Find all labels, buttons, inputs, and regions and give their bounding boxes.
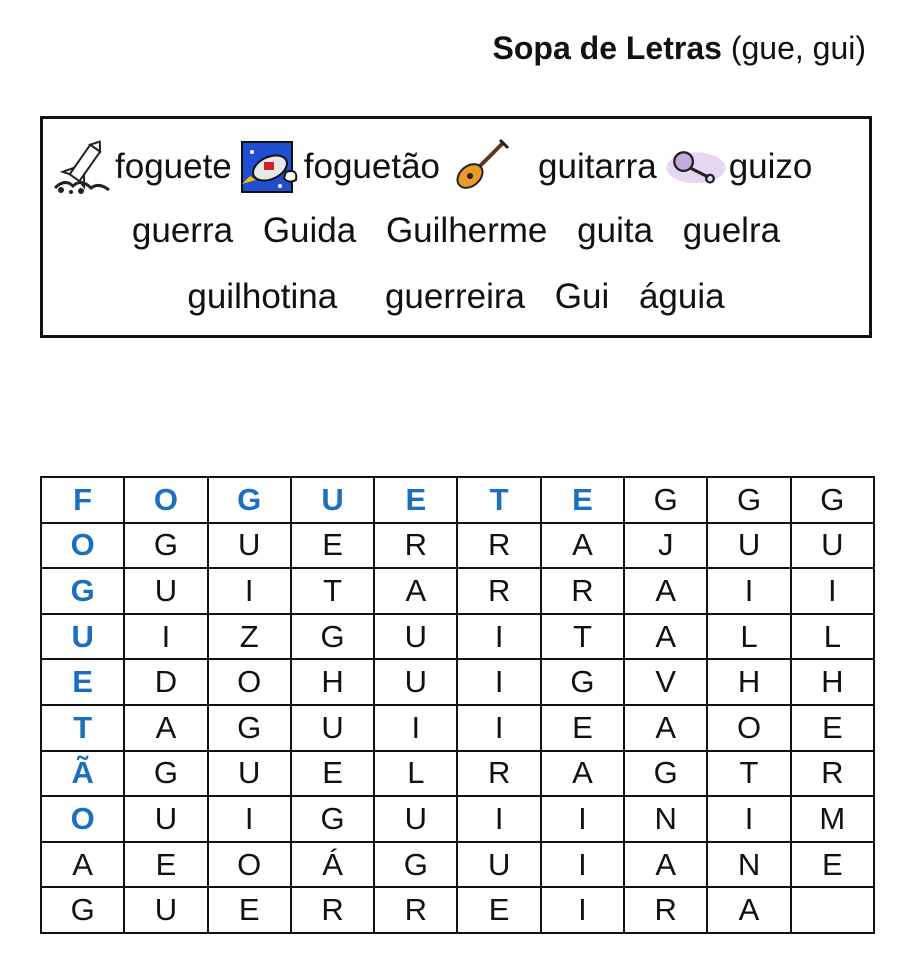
grid-cell[interactable]: D bbox=[124, 659, 207, 705]
grid-cell[interactable]: I bbox=[374, 705, 457, 751]
word-item: guelra bbox=[682, 211, 781, 250]
grid-cell[interactable]: I bbox=[124, 614, 207, 660]
guitar-icon bbox=[448, 138, 510, 196]
grid-cell[interactable]: R bbox=[291, 887, 374, 933]
grid-cell[interactable]: O bbox=[707, 705, 790, 751]
grid-cell[interactable]: E bbox=[291, 751, 374, 797]
grid-cell[interactable]: U bbox=[208, 751, 291, 797]
grid-cell[interactable]: E bbox=[541, 705, 624, 751]
grid-cell[interactable]: E bbox=[791, 705, 874, 751]
grid-cell[interactable]: A bbox=[124, 705, 207, 751]
grid-cell[interactable]: I bbox=[208, 796, 291, 842]
grid-cell[interactable]: T bbox=[707, 751, 790, 797]
grid-cell[interactable]: A bbox=[374, 568, 457, 614]
grid-row bbox=[41, 842, 874, 888]
grid-cell[interactable]: U bbox=[124, 796, 207, 842]
grid-cell[interactable]: U bbox=[374, 659, 457, 705]
title-suffix: (gue, gui) bbox=[730, 30, 866, 66]
grid-cell[interactable]: G bbox=[41, 887, 124, 933]
grid-cell[interactable]: I bbox=[541, 887, 624, 933]
grid-cell[interactable]: M bbox=[791, 796, 874, 842]
grid-cell[interactable]: U bbox=[124, 887, 207, 933]
grid-cell[interactable]: I bbox=[457, 614, 540, 660]
grid-cell[interactable]: A bbox=[624, 842, 707, 888]
grid-cell[interactable]: E bbox=[374, 477, 457, 523]
grid-cell[interactable]: E bbox=[457, 887, 540, 933]
word-foguetao: foguetão bbox=[303, 147, 441, 186]
grid-cell[interactable]: I bbox=[457, 659, 540, 705]
word-item: guerreira bbox=[384, 277, 526, 316]
grid-cell[interactable]: G bbox=[374, 842, 457, 888]
grid-cell[interactable]: A bbox=[624, 705, 707, 751]
grid-cell[interactable]: L bbox=[707, 614, 790, 660]
grid-row bbox=[41, 477, 874, 523]
grid-cell[interactable]: R bbox=[374, 523, 457, 569]
grid-cell[interactable]: L bbox=[374, 751, 457, 797]
grid-cell[interactable]: Á bbox=[291, 842, 374, 888]
grid-cell[interactable]: Ã bbox=[41, 751, 124, 797]
grid-cell[interactable]: O bbox=[124, 477, 207, 523]
grid-cell[interactable]: A bbox=[41, 842, 124, 888]
word-list-box bbox=[40, 116, 872, 338]
grid-cell[interactable]: F bbox=[41, 477, 124, 523]
grid-cell[interactable]: G bbox=[291, 614, 374, 660]
grid-cell[interactable]: R bbox=[541, 568, 624, 614]
page-title bbox=[493, 30, 866, 67]
grid-cell[interactable]: I bbox=[791, 568, 874, 614]
grid-cell[interactable]: H bbox=[291, 659, 374, 705]
grid-cell[interactable]: O bbox=[208, 659, 291, 705]
grid-cell[interactable]: I bbox=[541, 796, 624, 842]
word-item: guerra bbox=[131, 211, 234, 250]
grid-cell[interactable]: U bbox=[124, 568, 207, 614]
grid-cell[interactable]: I bbox=[208, 568, 291, 614]
grid-cell[interactable]: G bbox=[41, 568, 124, 614]
grid-cell[interactable]: R bbox=[457, 523, 540, 569]
grid-cell[interactable]: I bbox=[457, 705, 540, 751]
title-main: Sopa de Letras bbox=[492, 30, 722, 66]
word-item: guita bbox=[577, 211, 654, 250]
grid-cell[interactable]: H bbox=[791, 659, 874, 705]
grid-row bbox=[41, 568, 874, 614]
word-item: Guida bbox=[262, 211, 357, 250]
grid-cell[interactable]: U bbox=[374, 796, 457, 842]
grid-row bbox=[41, 659, 874, 705]
grid-cell[interactable]: G bbox=[707, 477, 790, 523]
grid-cell[interactable]: E bbox=[124, 842, 207, 888]
grid-cell[interactable]: U bbox=[374, 614, 457, 660]
grid-cell[interactable]: T bbox=[41, 705, 124, 751]
word-item: Gui bbox=[554, 277, 610, 316]
grid-cell[interactable]: U bbox=[791, 523, 874, 569]
grid-cell[interactable] bbox=[791, 887, 874, 933]
rocket-icon bbox=[51, 138, 113, 196]
grid-cell[interactable]: R bbox=[624, 887, 707, 933]
grid-cell[interactable]: E bbox=[291, 523, 374, 569]
word-row-1 bbox=[51, 137, 820, 197]
grid-cell[interactable]: G bbox=[208, 477, 291, 523]
rattle-icon bbox=[665, 138, 727, 196]
grid-cell[interactable]: O bbox=[208, 842, 291, 888]
grid-cell[interactable]: T bbox=[541, 614, 624, 660]
grid-cell[interactable]: N bbox=[624, 796, 707, 842]
grid-cell[interactable]: E bbox=[208, 887, 291, 933]
grid-cell[interactable]: G bbox=[624, 477, 707, 523]
grid-cell[interactable]: A bbox=[707, 887, 790, 933]
grid-cell[interactable]: E bbox=[791, 842, 874, 888]
word-guizo: guizo bbox=[728, 147, 813, 186]
grid-cell[interactable]: G bbox=[208, 705, 291, 751]
grid-cell[interactable]: I bbox=[707, 796, 790, 842]
grid-cell[interactable]: G bbox=[624, 751, 707, 797]
grid-cell[interactable]: I bbox=[541, 842, 624, 888]
grid-cell[interactable]: R bbox=[457, 751, 540, 797]
grid-cell[interactable]: A bbox=[541, 523, 624, 569]
word-item: Guilherme bbox=[385, 211, 548, 250]
grid-cell[interactable]: A bbox=[541, 751, 624, 797]
word-row-2 bbox=[43, 211, 869, 251]
word-item: águia bbox=[638, 277, 725, 316]
grid-cell[interactable]: G bbox=[791, 477, 874, 523]
grid-cell[interactable]: O bbox=[41, 796, 124, 842]
grid-cell[interactable]: L bbox=[791, 614, 874, 660]
grid-cell[interactable]: A bbox=[624, 568, 707, 614]
word-guitarra: guitarra bbox=[538, 147, 657, 186]
grid-cell[interactable]: I bbox=[457, 796, 540, 842]
grid-cell[interactable]: V bbox=[624, 659, 707, 705]
grid-cell[interactable]: G bbox=[541, 659, 624, 705]
grid-cell[interactable]: G bbox=[291, 796, 374, 842]
grid-cell[interactable]: O bbox=[41, 523, 124, 569]
grid-cell[interactable]: U bbox=[457, 842, 540, 888]
grid-row bbox=[41, 887, 874, 933]
grid-row bbox=[41, 796, 874, 842]
grid-cell[interactable]: U bbox=[291, 477, 374, 523]
grid-row bbox=[41, 751, 874, 797]
grid-row bbox=[41, 705, 874, 751]
grid-cell[interactable]: U bbox=[208, 523, 291, 569]
grid-cell[interactable]: E bbox=[541, 477, 624, 523]
grid-cell[interactable]: N bbox=[707, 842, 790, 888]
grid-cell[interactable]: R bbox=[374, 887, 457, 933]
word-foguete: foguete bbox=[115, 147, 232, 186]
grid-cell[interactable]: G bbox=[124, 751, 207, 797]
grid-cell[interactable]: G bbox=[124, 523, 207, 569]
grid-row bbox=[41, 523, 874, 569]
grid-cell[interactable]: U bbox=[41, 614, 124, 660]
word-item: guilhotina bbox=[187, 277, 338, 316]
grid-cell[interactable]: Z bbox=[208, 614, 291, 660]
space-rocket-icon bbox=[240, 138, 302, 196]
grid-cell[interactable]: U bbox=[707, 523, 790, 569]
grid-cell[interactable]: J bbox=[624, 523, 707, 569]
grid-cell[interactable]: E bbox=[41, 659, 124, 705]
grid-cell[interactable]: T bbox=[457, 477, 540, 523]
grid-cell[interactable]: R bbox=[457, 568, 540, 614]
grid-cell[interactable]: A bbox=[624, 614, 707, 660]
grid-cell[interactable]: I bbox=[707, 568, 790, 614]
word-row-3 bbox=[43, 277, 869, 317]
grid-cell[interactable]: R bbox=[791, 751, 874, 797]
grid-cell[interactable]: T bbox=[291, 568, 374, 614]
grid-cell[interactable]: U bbox=[291, 705, 374, 751]
letter-grid bbox=[40, 476, 875, 934]
grid-row bbox=[41, 614, 874, 660]
letter-grid-body bbox=[41, 477, 874, 933]
grid-cell[interactable]: H bbox=[707, 659, 790, 705]
